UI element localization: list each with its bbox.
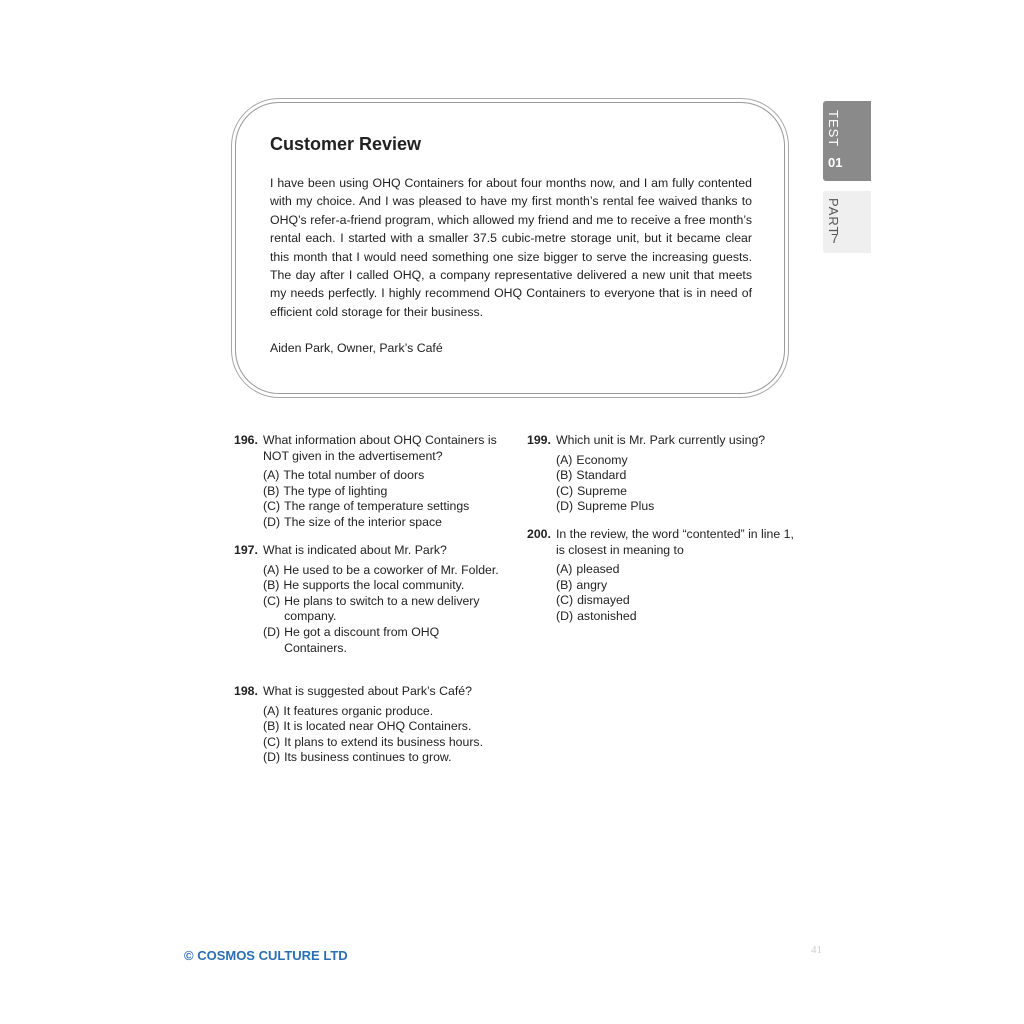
option-text: He supports the local community. [283, 578, 465, 593]
part-tab-label: PART [826, 198, 841, 236]
option-text: He used to be a coworker of Mr. Folder. [283, 562, 499, 577]
option-text: angry [576, 577, 608, 592]
page-number: 41 [811, 944, 822, 956]
review-title: Customer Review [270, 134, 422, 154]
option-letter: (D) [556, 608, 574, 623]
option-letter: (A) [263, 562, 280, 577]
option-letter: (B) [263, 483, 280, 498]
question-197 [234, 543, 499, 656]
answer-options [263, 468, 499, 530]
question-text: In the review, the word “contented” in line 1, is closest in meaning to [556, 527, 794, 557]
option-text: The size of the interior space [284, 514, 442, 529]
question-196 [234, 433, 499, 531]
option-letter: (A) [556, 562, 573, 577]
option-letter: (A) [263, 703, 280, 718]
answer-option-c[interactable] [556, 484, 797, 500]
answer-option-a[interactable] [556, 453, 797, 469]
option-letter: (A) [556, 452, 573, 467]
answer-option-d[interactable] [263, 625, 499, 656]
answer-option-a[interactable] [263, 563, 499, 579]
option-text: astonished [577, 608, 637, 623]
answer-option-d[interactable] [263, 750, 499, 766]
option-letter: (C) [263, 593, 281, 608]
answer-option-a[interactable] [556, 562, 797, 578]
question-text: What information about OHQ Containers is NOT given in the advertisement? [263, 433, 497, 463]
question-number: 197. [234, 543, 258, 557]
test-tab [823, 101, 871, 181]
question-number: 199. [527, 433, 551, 447]
part-tab [823, 191, 871, 253]
answer-option-b[interactable] [556, 578, 797, 594]
question-text: What is indicated about Mr. Park? [263, 543, 447, 557]
answer-option-c[interactable] [263, 594, 499, 625]
option-letter: (C) [263, 499, 281, 514]
option-letter: (B) [556, 577, 573, 592]
answer-option-b[interactable] [263, 484, 499, 500]
option-text: It is located near OHQ Containers. [283, 719, 472, 734]
answer-option-a[interactable] [263, 468, 499, 484]
review-body: I have been using OHQ Containers for about four months now, and I am fully contented with my choice. And I was pleased to have my first month’s rental fee waived thanks to OHQ’s refer-a-friend program, which allowed my friend and me to receive a free month’s rental each. I started with a smaller 37.5 cubic-metre storage unit, but it became clear this month that I would need something one size bigger to serve the increasing guests. The day after I called OHQ, a company representative delivered a new unit that meets my needs perfectly. I highly recommend OHQ Containers to everyone that is in need of efficient cold storage for their business. [270, 176, 752, 319]
question-198 [234, 684, 499, 766]
answer-options [263, 704, 499, 766]
option-letter: (A) [263, 468, 280, 483]
option-letter: (C) [556, 593, 574, 608]
question-number: 200. [527, 527, 551, 541]
question-text: Which unit is Mr. Park currently using? [556, 433, 766, 447]
option-text: It features organic produce. [283, 703, 434, 718]
answer-option-c[interactable] [263, 735, 499, 751]
option-text: Supreme [577, 483, 627, 498]
copyright-notice: © COSMOS CULTURE LTD [184, 948, 348, 963]
test-tab-number: 01 [828, 155, 843, 170]
option-letter: (C) [263, 734, 281, 749]
option-letter: (B) [556, 468, 573, 483]
answer-options [263, 563, 499, 657]
option-text: He plans to switch to a new delivery company. [284, 593, 480, 624]
answer-option-d[interactable] [263, 515, 499, 531]
answer-option-c[interactable] [263, 499, 499, 515]
option-text: Economy [576, 452, 628, 467]
answer-option-b[interactable] [263, 719, 499, 735]
option-text: Standard [576, 468, 627, 483]
question-199 [527, 433, 797, 515]
answer-options [556, 453, 797, 515]
option-letter: (B) [263, 719, 280, 734]
option-letter: (D) [263, 624, 281, 639]
option-text: pleased [576, 562, 620, 577]
option-letter: (B) [263, 578, 280, 593]
answer-options [556, 562, 797, 624]
option-text: Its business continues to grow. [284, 750, 452, 765]
question-text: What is suggested about Park’s Café? [263, 684, 472, 698]
question-number: 196. [234, 433, 258, 447]
answer-option-d[interactable] [556, 609, 797, 625]
option-text: The type of lighting [283, 483, 388, 498]
test-tab-label: TEST [826, 110, 841, 148]
question-200 [527, 527, 797, 625]
answer-option-a[interactable] [263, 704, 499, 720]
option-letter: (D) [263, 750, 281, 765]
option-text: Supreme Plus [577, 499, 655, 514]
option-text: It plans to extend its business hours. [284, 734, 483, 749]
answer-option-c[interactable] [556, 593, 797, 609]
answer-option-b[interactable] [263, 578, 499, 594]
answer-option-d[interactable] [556, 499, 797, 515]
option-letter: (D) [263, 514, 281, 529]
option-text: He got a discount from OHQ Containers. [284, 624, 440, 655]
option-text: The range of temperature settings [284, 499, 470, 514]
part-tab-number: 7 [831, 231, 839, 246]
option-text: dismayed [577, 593, 630, 608]
option-text: The total number of doors [283, 468, 425, 483]
option-letter: (C) [556, 483, 574, 498]
review-signature: Aiden Park, Owner, Park’s Café [270, 341, 443, 355]
option-letter: (D) [556, 499, 574, 514]
question-number: 198. [234, 684, 258, 698]
answer-option-b[interactable] [556, 468, 797, 484]
